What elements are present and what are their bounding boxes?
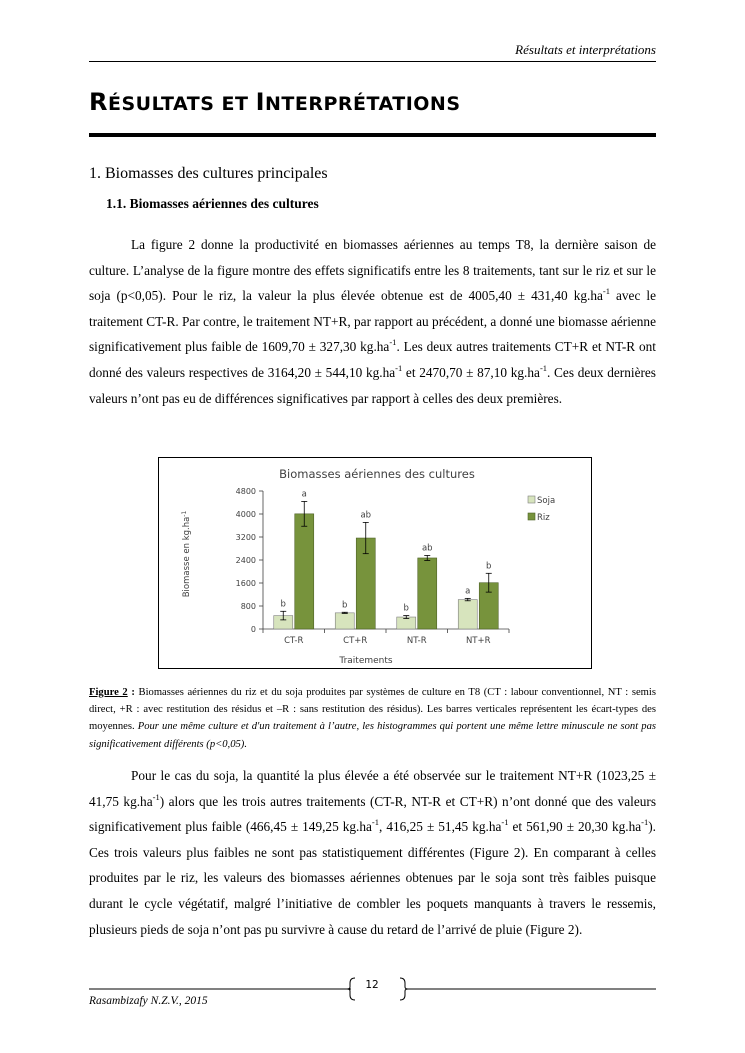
bar-riz (295, 514, 314, 629)
footer-author: Rasambizafy N.Z.V., 2015 (89, 995, 208, 1007)
page-number: 12 (365, 979, 379, 991)
y-tick-label: 3200 (235, 533, 256, 542)
significance-letter: a (301, 489, 307, 500)
paragraph-2: Pour le cas du soja, la quantité la plus élevée a été observée sur le traitement NT+R (1023,25 ± 41,75 $kg.ha^{-1}$) alors que les trois autres traitements (CT-R, NT-R et CT+R) n’ont donné que des valeurs significativement plus faible (466,45 ± 149,25 $kg.ha^{-1}$, 416,25 ± 51,45 $kg.ha^{-1}$ et 561,90 ± 20,30 $kg.ha^{-1}$). Ces trois valeurs plus faibles ne sont pas statistiquement différentes (Figure 2). En comparant à celles produites par le riz, les valeurs des biomasses aériennes obtenues par le soja sont très faibles puisque durant le cycle végétatif, malgré l’initiative de combler les poquets manquants à travers le ressemis, plusieurs pieds de soja n’ont pas pu survivre à cause du retard de l’arrivé de pluie (Figure 2). (89, 768, 657, 937)
significance-letter: b (403, 603, 409, 614)
running-header: Résultats et interprétations (515, 42, 656, 57)
legend-swatch-riz (528, 513, 535, 520)
significance-letter: ab (360, 510, 372, 521)
header-rule (89, 61, 656, 62)
y-tick-label: 0 (250, 625, 256, 634)
significance-letter: a (465, 586, 471, 597)
subsection-heading: 1.1. Biomasses aériennes des cultures (106, 196, 319, 211)
y-tick-label: 800 (240, 602, 256, 611)
figure-caption: Figure 2 : Biomasses aériennes du riz et du soja produites par systèmes de culture en T8 (CT : labour conventionnel, NT : semis direct, +R : avec restitution des résidus et –R : sans restitution des résidus). Les barres verticales représentent les écart-types des moyennes. Pour une même culture et d'un traitement à l’autre, les histogrammes qui portent une même lettre minuscule ne sont pas significativement différents (p<0,05). (89, 687, 656, 750)
chart-title: Biomasses aériennes des cultures (279, 467, 475, 481)
x-tick-label: NT-R (406, 636, 427, 646)
y-tick-label: 4800 (235, 487, 256, 496)
y-tick-label: 4000 (235, 510, 256, 519)
y-tick-label: 2400 (235, 556, 256, 565)
significance-letter: b (342, 600, 348, 611)
chart-x-axis-label: Traitements (339, 656, 393, 666)
paragraph-1: La figure 2 donne la productivité en biomasses aériennes au temps T8, la dernière saison de culture. L’analyse de la figure montre des effets significatifs entre les 8 traitements, tant sur le riz et sur le soja (p<0,05). Pour le riz, la valeur la plus élevée obtenue est de 4005,40 ± 431,40 $kg.ha^{-1}$ avec le traitement CT-R. Par contre, le traitement NT+R, par rapport au précédent, a donné une biomasse aérienne significativement plus faible de 1609,70 ± 327,30 $kg.ha^{-1}$. Les deux autres traitements CT+R et NT-R ont donné des valeurs respectives de 3164,20 ± 544,10 $kg.ha^{-1}$ et 2470,70 ± 87,10 $kg.ha^{-1}$. Ces deux dernières valeurs n’ont pas eu de différences significatives par rapport à celles des deux premières. (89, 237, 656, 406)
bar-soja (458, 600, 477, 629)
significance-letter: b (486, 561, 492, 572)
significance-letter: b (280, 599, 286, 610)
significance-letter: ab (421, 543, 433, 554)
legend-label-soja: Soja (537, 496, 556, 506)
chart-y-axis-label: Biomasse en $kg.ha^{-1}$ (181, 510, 192, 598)
bar-soja (335, 613, 354, 629)
figure-2-chart (158, 457, 592, 669)
bar-riz (418, 558, 437, 629)
x-tick-label: CT-R (284, 636, 304, 646)
chapter-title: RÉSULTATS ET INTERPRÉTATIONS (89, 88, 461, 116)
x-tick-label: NT+R (465, 636, 491, 646)
legend-label-riz: Riz (537, 513, 550, 523)
x-tick-label: CT+R (343, 636, 368, 646)
section-heading: 1. Biomasses des cultures principales (89, 165, 328, 182)
title-rule (89, 133, 656, 137)
legend-swatch-soja (528, 496, 535, 503)
y-tick-label: 1600 (235, 579, 256, 588)
